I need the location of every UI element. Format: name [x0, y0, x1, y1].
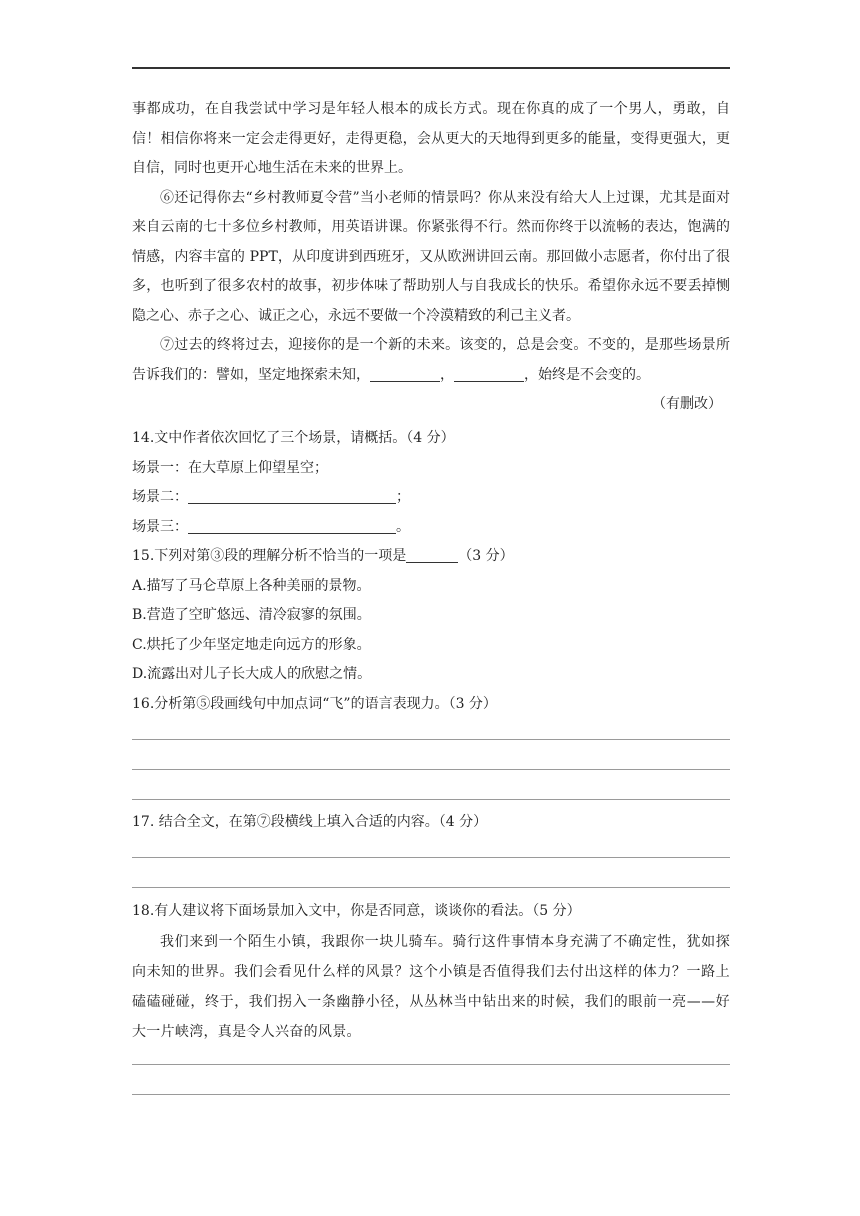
reading-passage [132, 95, 730, 420]
q14-scene-2-end: ； [396, 489, 410, 505]
paragraph-7-text-a: ⑦过去的终将过去，迎接你的是一个新的未来。该变的，总是会变。不变的，是那些场景所告诉我们的：譬如，坚定地探索未知， [132, 337, 730, 383]
q15-answer-blank[interactable] [406, 546, 458, 563]
q15-option-b: B.营造了空旷悠远、清冷寂寥的氛围。 [132, 607, 371, 623]
fill-blank-2[interactable] [454, 365, 524, 382]
q14-scene-3-end: 。 [396, 518, 410, 535]
q15-option-d: D.流露出对儿子长大成人的欣慰之情。 [132, 666, 372, 682]
source-note: （有删改） [652, 396, 722, 412]
q14-scene-3 [132, 513, 730, 543]
q14-stem: 14.文中作者依次回忆了三个场景，请概括。（4 分） [132, 430, 455, 446]
q17-answer-line-2[interactable] [132, 887, 730, 888]
q14-scene-2-blank[interactable] [188, 487, 396, 504]
q18-answer-line-2[interactable] [132, 1094, 730, 1095]
q14-scene-3-label: 场景三： [132, 518, 188, 535]
q16-answer-line-1[interactable] [132, 739, 730, 740]
q14-scene-2-label: 场景二： [132, 489, 188, 505]
q15-stem-line [132, 542, 730, 572]
paragraph-7-separator: ， [440, 366, 454, 383]
q15-option-c: C.烘托了少年坚定地走向远方的形象。 [132, 636, 371, 653]
paragraph-5-continued: 事都成功，在自我尝试中学习是年轻人根本的成长方式。现在你真的成了一个男人，勇敢，自信！相信你将来一定会走得更好，走得更稳，会从更大的天地得到更多的能量，变得更强大，更自信，同时也更开心地生活在未来的世界上。 [132, 101, 730, 176]
paragraph-6: ⑥还记得你去“乡村教师夏令营”当小老师的情景吗？你从来没有给大人上过课，尤其是面对来自云南的七十多位乡村教师，用英语讲课。你紧张得不行。然而你终于以流畅的表达，饱满的情感，内容丰富的 PPT，从印度讲到西班牙，又从欧洲讲回云南。那回做小志愿者，你付出了很多，也听到了很多农村的故事，初步体味了帮助别人与自我成长的快乐。希望你永远不要丢掉恻隐之心、赤子之心、诚正之心，永远不要做一个冷漠精致的利己主义者。 [132, 189, 730, 324]
q18-stem: 18.有人建议将下面场景加入文中，你是否同意，谈谈你的看法。（5 分） [132, 903, 581, 919]
q15-score: （3 分） [458, 548, 514, 564]
question-15 [132, 542, 730, 690]
q17-stem: 17. 结合全文，在第⑦段横线上填入合适的内容。（4 分） [132, 814, 488, 830]
q16-answer-line-2[interactable] [132, 769, 730, 770]
q18-answer-line-1[interactable] [132, 1064, 730, 1065]
header-rule [132, 67, 730, 69]
fill-blank-1[interactable] [370, 365, 440, 382]
q18-quoted-scene: 我们来到一个陌生小镇，我跟你一块儿骑车。骑行这件事情本身充满了不确定性，犹如探向未知的世界。我们会看见什么样的风景？这个小镇是否值得我们去付出这样的体力？一路上磕磕碰碰，终于，我们拐入一条幽静小径，从丛林当中钻出来的时候，我们的眼前一亮——好大一片峡湾，真是令人兴奋的风景。 [132, 934, 730, 1040]
paragraph-7-text-b: ，始终是不会变的。 [524, 366, 650, 383]
q14-scene-1: 场景一：在大草原上仰望星空； [132, 459, 328, 476]
q16-stem: 16.分析第⑤段画线句中加点词“飞”的语言表现力。（3 分） [132, 696, 497, 712]
paragraph-7 [132, 331, 730, 390]
q15-option-a: A.描写了马仑草原上各种美丽的景物。 [132, 577, 371, 594]
q16-answer-line-3[interactable] [132, 799, 730, 800]
question-14 [132, 424, 730, 542]
q14-scene-2 [132, 483, 730, 513]
q15-stem: 15.下列对第③段的理解分析不恰当的一项是 [132, 548, 407, 564]
q17-answer-line-1[interactable] [132, 857, 730, 858]
q14-scene-3-blank[interactable] [188, 517, 396, 534]
